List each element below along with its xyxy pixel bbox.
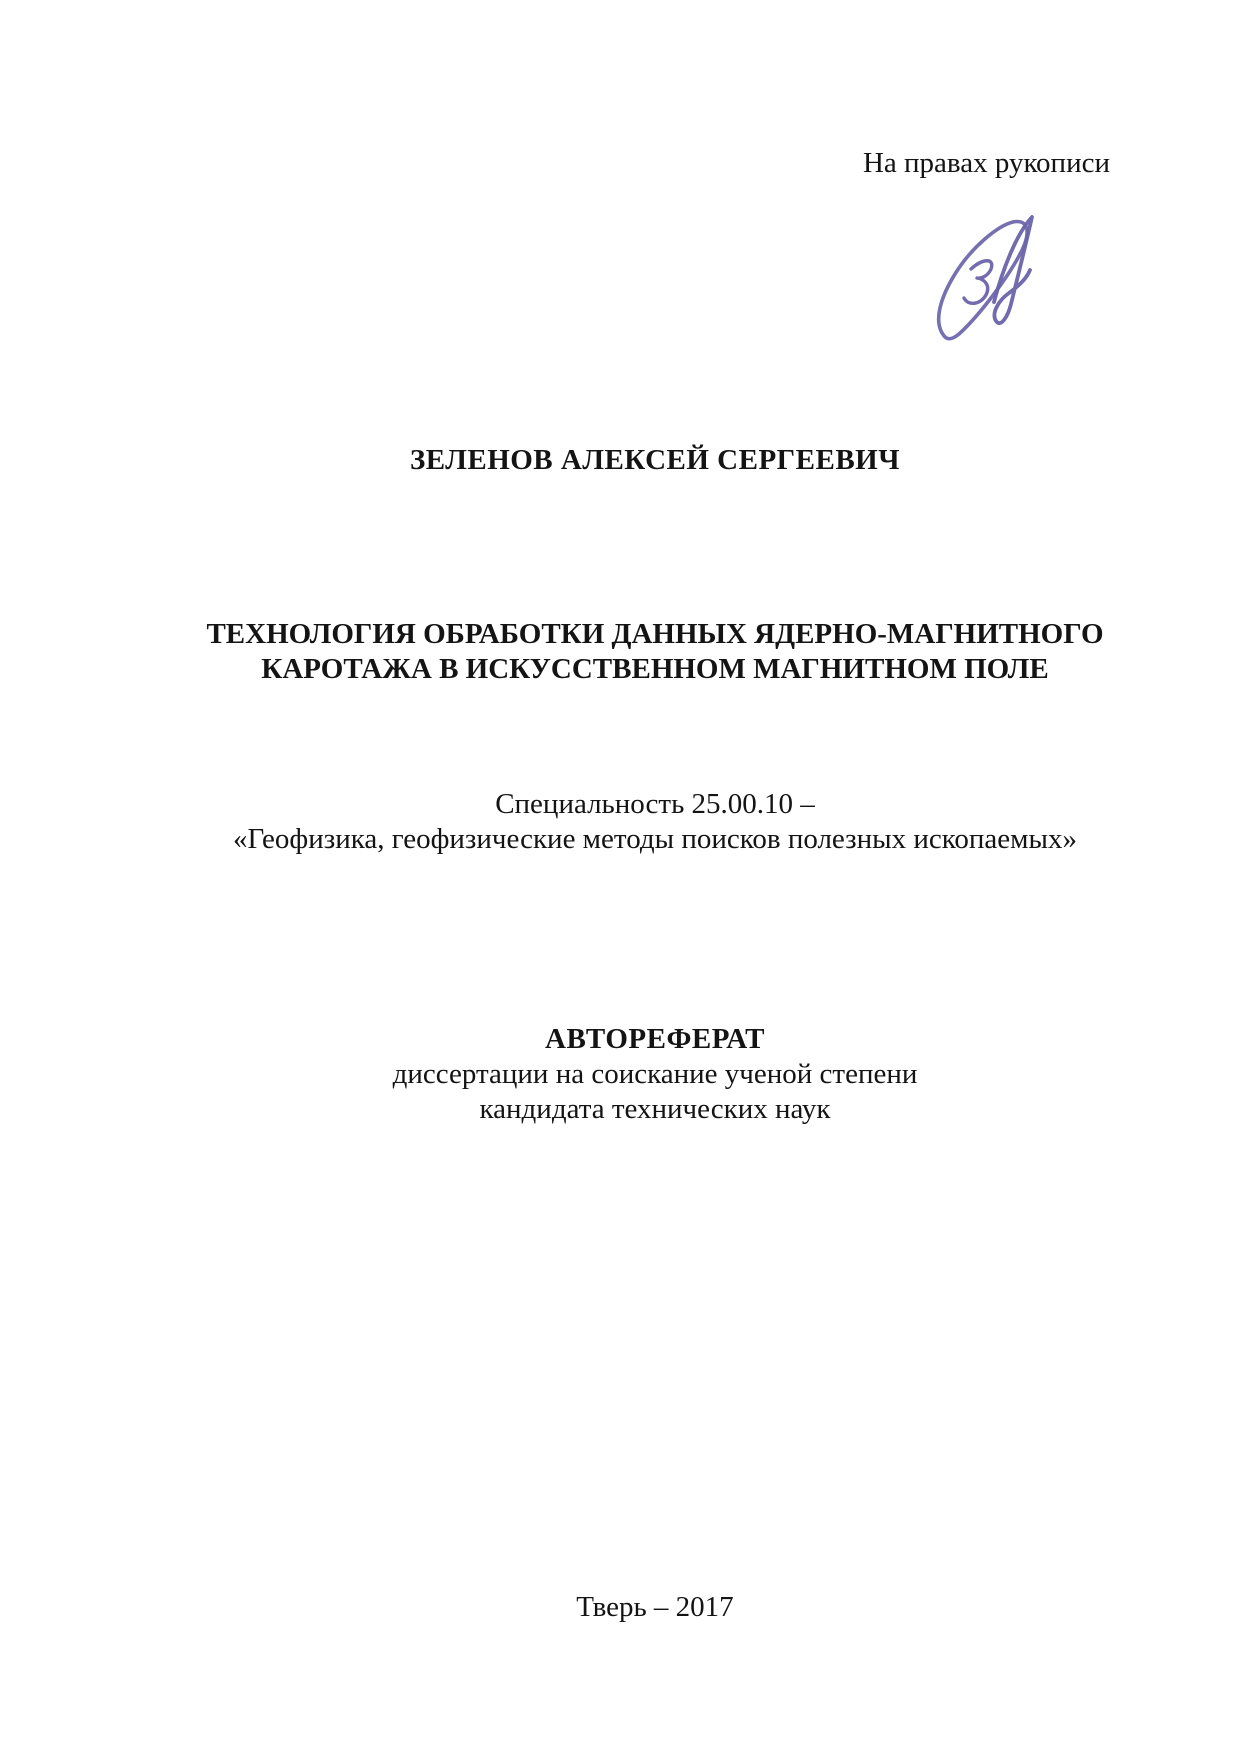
signature-strokes (939, 217, 1032, 339)
city-year: Тверь – 2017 (576, 1591, 734, 1623)
signature-icon (930, 205, 1048, 347)
dissertation-title-line1: ТЕХНОЛОГИЯ ОБРАБОТКИ ДАННЫХ ЯДЕРНО-МАГНИТНОГО (206, 618, 1104, 650)
dissertation-title (180, 617, 1130, 687)
dissertation-title-line2: КАРОТАЖА В ИСКУССТВЕННОМ МАГНИТНОМ ПОЛЕ (261, 653, 1049, 685)
specialty-name: «Геофизика, геофизические методы поисков полезных ископаемых» (233, 823, 1077, 855)
specialty-block (180, 787, 1130, 857)
author-name: ЗЕЛЕНОВ АЛЕКСЕЙ СЕРГЕЕВИЧ (409, 444, 901, 476)
abstract-line2: кандидата технических наук (479, 1093, 831, 1125)
abstract-block (180, 1022, 1130, 1127)
specialty-code: Специальность 25.00.10 – (495, 788, 815, 820)
abstract-line1: диссертации на соискание ученой степени (392, 1058, 918, 1090)
abstract-heading: АВТОРЕФЕРАТ (545, 1023, 765, 1055)
manuscript-note: На правах рукописи (862, 147, 1110, 179)
